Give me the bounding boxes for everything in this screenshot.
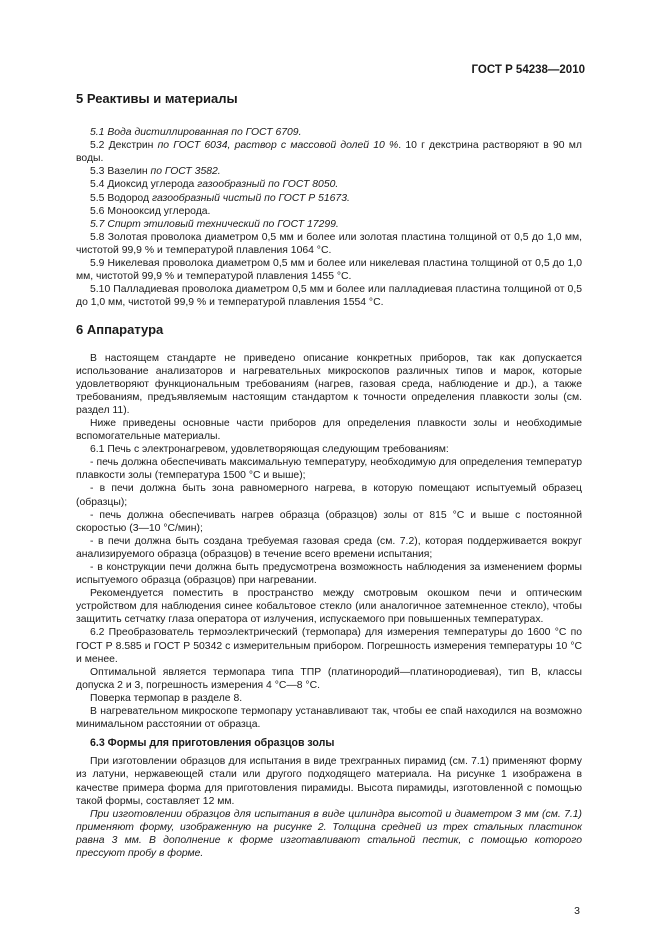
- paragraph: При изготовлении образцов для испытания в виде трехгранных пирамид (см. 7.1) применяют форму из латуни, нержавеющей стали или другого подходящего материала. На рисунке 1 изображена в качестве примера форма для приготовления пирамиды. Высота пирамиды, изготовленной с помощью такой формы, составляет 12 мм.: [76, 756, 582, 807]
- subsection-6-3-heading: 6.3 Формы для приготовления образцов золы: [90, 737, 335, 750]
- item-5-8: 5.8 Золотая проволока диаметром 0,5 мм и более или золотая пластина толщиной от 0,5 до 1,0 мм, чистотой 99,9 % и температурой плавления 1064 °С.: [76, 231, 582, 256]
- paragraph: Ниже приведены основные части приборов для определения плавкости золы и необходимые вспомогательные материалы.: [76, 417, 582, 443]
- item-5-6: 5.6 Монооксид углерода.: [90, 205, 211, 217]
- item-5-2: 5.2 Декстрин по ГОСТ 6034, раствор с массовой долей 10 %. 10 г декстрина растворяют в 90 мл воды.: [76, 140, 582, 165]
- item-6-2: 6.2 Преобразователь термоэлектрический (термопара) для измерения температуры до 1600 °С по ГОСТ Р 8.585 и ГОСТ Р 50342 с измерительным прибором. Погрешность измерения температуры 10 °С и менее.: [76, 627, 582, 665]
- paragraph: Рекомендуется поместить в пространство между смотровым окошком печи и оптическим устройством для наблюдения синее кобальтовое стекло (или аналогичное затемненное стекло), чтобы защитить сетчатку глаза оператора от излучения, испускаемого при повышенных температурах.: [76, 588, 582, 626]
- list-item: - в печи должна быть создана требуемая газовая среда (см. 7.2), которая поддерживается вокруг анализируемого образца (образцов) в течение всего времени испытания;: [76, 535, 582, 560]
- paragraph: При изготовлении образцов для испытания в виде цилиндра высотой и диаметром 3 мм (см. 7.1) применяют форму, изображенную на рисунке 2. Толщина средней из трех стальных пластинок равна 3 мм. В дополнение к форме изготавливают стальной пестик, с помощью которого прессуют пробу в форме.: [76, 808, 582, 859]
- item-5-3: 5.3 Вазелин по ГОСТ 3582.: [90, 166, 221, 178]
- page-content: [76, 92, 582, 860]
- item-5-10: 5.10 Палладиевая проволока диаметром 0,5 мм и более или палладиевая пластина толщиной от 0,5 до 1,0 мм, чистотой 99,9 % и температурой плавления 1554 °С.: [76, 284, 582, 309]
- list-item: - печь должна обеспечивать максимальную температуру, необходимую для определения температур плавкости золы (температура 1500 °С и выше);: [76, 457, 582, 482]
- paragraph: Оптимальной является термопара типа ТПР (платинородий—платинородиевая), тип В, классы допуска 2 и 3, погрешность измерения 4 °С—8 °С.: [76, 666, 582, 691]
- item-5-5: 5.5 Водород газообразный чистый по ГОСТ Р 51673.: [90, 192, 350, 204]
- page-number: 3: [574, 905, 580, 917]
- item-6-1: 6.1 Печь с электронагревом, удовлетворяющая следующим требованиям:: [90, 444, 449, 456]
- paragraph: Поверка термопар в разделе 8.: [90, 692, 243, 704]
- list-item: - в печи должна быть зона равномерного нагрева, в которую помещают испытуемый образец (образцы);: [76, 483, 582, 508]
- paragraph: В нагревательном микроскопе термопару устанавливают так, чтобы ее спай находился на возможно минимальном расстоянии от образца.: [76, 706, 582, 731]
- list-item: - в конструкции печи должна быть предусмотрена возможность наблюдения за изменением формы испытуемого образца (образцов) при нагревании.: [76, 562, 582, 587]
- item-5-7: 5.7 Спирт этиловый технический по ГОСТ 17299.: [90, 218, 339, 230]
- item-5-1: 5.1 Вода дистиллированная по ГОСТ 6709.: [90, 127, 302, 139]
- document-code: ГОСТ Р 54238—2010: [471, 64, 585, 76]
- section-5-heading: 5 Реактивы и материалы: [76, 91, 238, 106]
- item-5-9: 5.9 Никелевая проволока диаметром 0,5 мм и более или никелевая пластина толщиной от 0,5 до 1,0 мм, чистотой 99,9 % и температурой плавления 1455 °С.: [76, 258, 582, 283]
- paragraph: В настоящем стандарте не приведено описание конкретных приборов, так как допускается использование анализаторов и нагревательных микроскопов различных типов и марок, которые удовлетворяют функциональным требованиям (нагрев, газовая среда, наблюдение и др.), а также требованиям, предъявляемым настоящим стандартом к точности определения плавкости золы (см. раздел 11).: [76, 352, 582, 416]
- item-5-4: 5.4 Диоксид углерода газообразный по ГОСТ 8050.: [90, 179, 339, 191]
- section-6-heading: 6 Аппаратура: [76, 322, 164, 338]
- list-item: - печь должна обеспечивать нагрев образца (образцов) золы от 815 °С и выше с постоянной скоростью (3—10 °С/мин);: [76, 509, 582, 534]
